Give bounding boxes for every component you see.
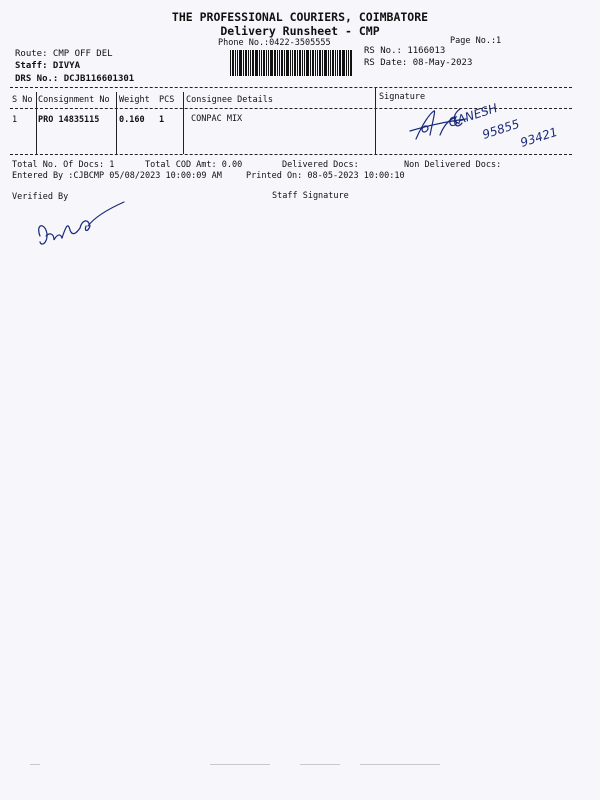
barcode-bar xyxy=(342,50,345,76)
barcode-bar xyxy=(263,50,265,76)
barcode xyxy=(230,50,358,76)
header-sno: S No xyxy=(12,95,33,105)
signature-name: GANESH xyxy=(446,100,500,130)
barcode-bar xyxy=(328,50,329,76)
barcode-bar xyxy=(315,50,316,76)
phone-number: Phone No.:0422-3505555 xyxy=(218,38,331,48)
non-delivered-docs: Non Delivered Docs: xyxy=(404,160,502,170)
col-divider-2 xyxy=(116,92,117,154)
barcode-bar xyxy=(302,50,303,76)
scan-speck xyxy=(210,764,270,765)
barcode-bar xyxy=(235,50,236,76)
barcode-bar xyxy=(322,50,323,76)
row-sno: 1 xyxy=(12,115,18,125)
barcode-bar xyxy=(335,50,336,76)
row-consignee: CONPAC MIX xyxy=(191,114,243,124)
rs-date: RS Date: 08-May-2023 xyxy=(364,58,473,68)
barcode-bar xyxy=(279,50,280,76)
barcode-bar xyxy=(243,50,244,76)
drs-number: DRS No.: DCJB116601301 xyxy=(15,74,135,84)
barcode-bar xyxy=(270,50,273,76)
barcode-bar xyxy=(292,50,293,76)
company-name: THE PROFESSIONAL COURIERS, COIMBATORE xyxy=(171,10,429,24)
barcode-bar xyxy=(346,50,347,76)
delivered-docs: Delivered Docs: xyxy=(282,160,359,170)
table-top-rule xyxy=(10,87,572,88)
staff-signature-label: Staff Signature xyxy=(272,191,349,201)
printed-on: Printed On: 08-05-2023 10:00:10 xyxy=(246,171,405,181)
barcode-bar xyxy=(299,50,301,76)
col-divider-3 xyxy=(183,92,184,154)
barcode-bar xyxy=(306,50,309,76)
verifier-signature xyxy=(32,196,132,258)
signature-number-1: 95855 xyxy=(480,116,522,142)
barcode-bar xyxy=(239,50,242,76)
col-divider-4 xyxy=(375,88,376,154)
barcode-bar xyxy=(297,50,298,76)
barcode-bar xyxy=(274,50,276,76)
barcode-bar xyxy=(266,50,267,76)
barcode-bar xyxy=(237,50,238,76)
barcode-bar xyxy=(332,50,334,76)
barcode-bar xyxy=(259,50,260,76)
route-label: Route: CMP OFF DEL xyxy=(15,49,113,59)
document-title: Delivery Runsheet - CMP xyxy=(220,24,380,38)
rs-number: RS No.: 1166013 xyxy=(364,46,446,56)
header-pcs: PCS xyxy=(159,95,175,105)
verified-by-label: Verified By xyxy=(12,192,69,202)
barcode-bar xyxy=(248,50,249,76)
barcode-bar xyxy=(232,50,234,76)
barcode-bar xyxy=(310,50,311,76)
barcode-bar xyxy=(252,50,254,76)
barcode-bar xyxy=(290,50,291,76)
total-cod: Total COD Amt: 0.00 xyxy=(145,160,243,170)
barcode-bar xyxy=(294,50,296,76)
barcode-bar xyxy=(330,50,331,76)
signature-number-2: 93421 xyxy=(518,124,560,150)
barcode-bar xyxy=(286,50,289,76)
barcode-bar xyxy=(339,50,341,76)
total-docs: Total No. Of Docs: 1 xyxy=(12,160,115,170)
header-consignment: Consignment No xyxy=(38,95,110,105)
scan-speck xyxy=(360,764,440,765)
scan-speck xyxy=(300,764,340,765)
page-number: Page No.:1 xyxy=(450,36,502,46)
barcode-bar xyxy=(250,50,251,76)
barcode-bar xyxy=(281,50,283,76)
header-weight: Weight xyxy=(119,95,150,105)
barcode-bar xyxy=(324,50,327,76)
row-consignment: PRO 14835115 xyxy=(38,115,100,125)
barcode-bar xyxy=(261,50,262,76)
barcode-bar xyxy=(337,50,338,76)
receiver-signature xyxy=(400,95,580,155)
barcode-bar xyxy=(304,50,305,76)
barcode-bar xyxy=(319,50,321,76)
barcode-bar xyxy=(230,50,231,76)
barcode-bar xyxy=(255,50,258,76)
row-weight: 0.160 xyxy=(119,115,145,125)
staff-label: Staff: DIVYA xyxy=(15,61,81,71)
barcode-bar xyxy=(350,50,352,76)
scan-speck xyxy=(30,764,40,765)
row-pcs: 1 xyxy=(159,115,165,125)
header-consignee: Consignee Details xyxy=(186,95,273,105)
entered-by: Entered By :CJBCMP 05/08/2023 10:00:09 AM xyxy=(12,171,222,181)
barcode-bar xyxy=(268,50,269,76)
barcode-bar xyxy=(317,50,318,76)
barcode-bar xyxy=(312,50,314,76)
header-signature: Signature xyxy=(379,92,426,102)
barcode-bar xyxy=(277,50,278,76)
barcode-bar xyxy=(348,50,349,76)
barcode-bar xyxy=(245,50,247,76)
barcode-bar xyxy=(284,50,285,76)
col-divider-1 xyxy=(36,92,37,154)
